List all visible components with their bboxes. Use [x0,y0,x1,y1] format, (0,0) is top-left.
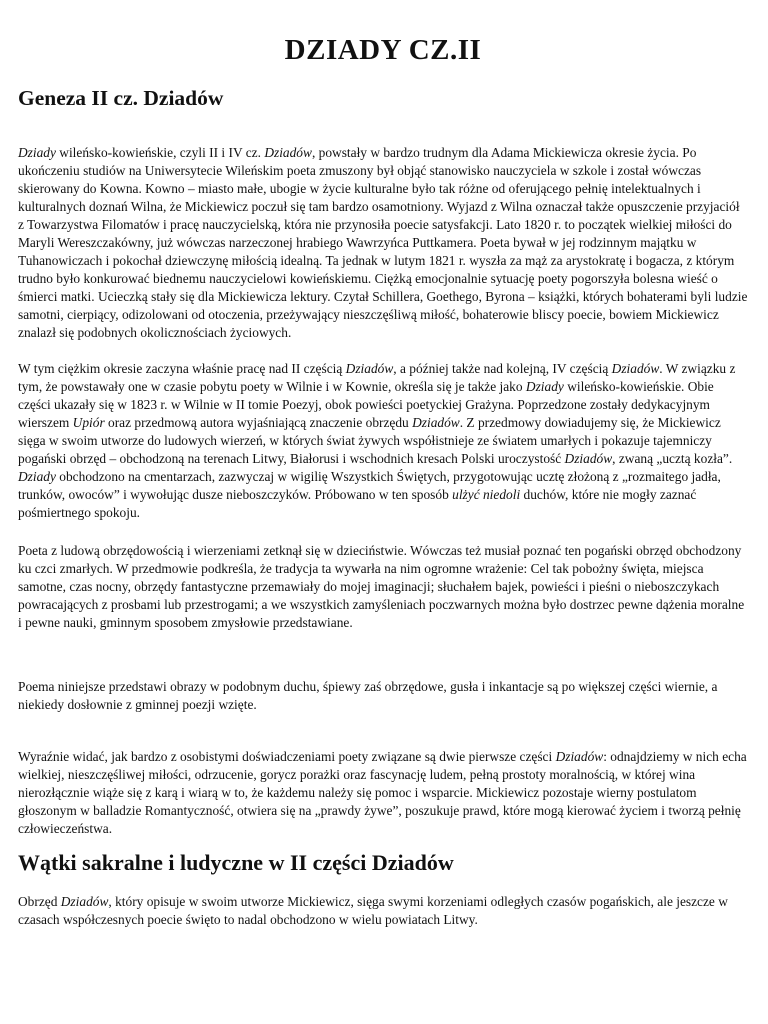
text-run: W tym ciężkim okresie zaczyna właśnie pracę nad II częścią [18,361,346,376]
italic-text-run: Dziadów [264,145,312,160]
text-run: oraz przedmową autora wyjaśniającą znaczenie obrzędu [104,415,413,430]
text-run: duchów, które nie mogły zaznać pośmiertnego spokoju. [18,487,697,520]
paragraph-5 [18,748,748,838]
text-run: wileńsko-kowieńskie. Obie części ukazały się w 1823 r. w Wilnie w II tomie Poezyj, obok powieści poetyckiej Grażyna. Poprzedzone zostały dedykacyjnym wierszem [18,379,714,430]
paragraph-4 [18,678,748,714]
document-title: DZIADY CZ.II [284,34,482,66]
text-run: Poeta z ludową obrzędowością i wierzeniami zetknął się w dzieciństwie. Wówczas też musiał poznać ten pogański obrzęd obchodzony ku czci zmarłych. W przedmowie podkreśla, że tradycja ta wywarła na nim ogromne wrażenie: Cel tak pobożny święta, miejsca samotne, czas nocny, obrzędy fantastyczne przemawiały do mojej imaginacji; słuchałem bajek, powieści i pieśni o nieboszczykach powracających z prosbami lub przestrogami; a we wszystkich zamyśleniach poczwarnych można było dostrzec pewne dążenia moralne i pewne nauki, gminnym sposobem zmysłowie przedstawiane. [18,543,745,630]
text-run: Poema niniejsze przedstawi obrazy w podobnym duchu, śpiewy zaś obrzędowe, gusła i inkantacje są po większej części wiernie, a niekiedy dosłownie z gminnej poezji wzięte. [18,679,718,712]
italic-text-run: ulżyć niedoli [452,487,521,502]
paragraph-2 [18,360,748,522]
italic-text-run: Dziadów [60,894,109,909]
text-run: Obrzęd [18,894,61,909]
paragraph-3 [18,542,748,632]
text-run: , zwaną „ucztą kozła”. [612,451,733,466]
italic-text-run: Upiór [72,415,105,430]
italic-text-run: Dziady [525,379,564,394]
text-run: , który opisuje w swoim utworze Mickiewicz, sięga swymi korzeniami odległych czasów pogańskich, ale jeszcze w czasach współczesnych poecie święto to nadal obchodzono w wielu powiatach Litwy. [18,894,728,927]
text-run: , a później także nad kolejną, IV częścią [393,361,612,376]
paragraph-6 [18,893,748,929]
italic-text-run: Dziadów [412,415,460,430]
text-run: wileńsko-kowieńskie, czyli II i IV cz. [55,145,265,160]
italic-text-run: Dziady [18,145,56,160]
italic-text-run: Dziadów [555,749,604,764]
text-run: . W związku z tym, że powstawały one w czasie pobytu poety w Wilnie i w Kownie, określa się je także jako [18,361,736,394]
text-run: . Z przedmowy dowiadujemy się, że Mickiewicz sięga w swoim utworze do ludowych wierzeń, w których świat żywych współistnieje ze światem umarłych i pokazuje tajemniczy pogański obrzęd – obchodzoną na terenach Litwy, Białorusi i wschodnich kresach Polski uroczystość [18,415,721,466]
italic-text-run: Dziadów [345,361,394,376]
text-run: , powstały w bardzo trudnym dla Adama Mickiewicza okresie życia. Po ukończeniu studiów na Uniwersytecie Wileńskim poeta zmuszony był objąć stanowisko nauczyciela w szkole i został wówczas skierowany do Kowna. Kowno – miasto małe, ubogie w życie kulturalne było tak różne od oferującego pełnię intelektualnych i kulturalnych doznań Wilna, że Mickiewicz poczuł się tam bardzo osamotniony. Wyjazd z Wilna oznaczał także opuszczenie przyjaciół z Towarzystwa Filomatów i pracę nauczycielską, która nie przynosiła poecie satysfakcji. Lato 1820 r. to początek wielkiej miłości do Maryli Wereszczakówny, już wówczas narzeczonej hrabiego Wawrzyńca Puttkamera. Poeta bywał w jej rodzinnym majątku w Tuhanowiczach i pokochał dziewczynę miłością idealną. Ta jednak w lutym 1821 r. wyszła za mąż za arystokratę i bogacza, z którym trudno było konkurować biednemu nauczycielowi kowieńskiemu. Ciężką emocjonalnie sytuację poety pogorszyła bolesna wieść o śmierci matki. Ucieczką stały się dla Mickiewicza lektury. Czytał Schillera, Goethego, Byrona – książki, których bohaterami byli ludzie samotni, cierpiący, odizolowani od otoczenia, przeżywający nieszczęśliwą miłość, bohaterowie bliscy poecie, bowiem Mickiewicz znalazł się podobnych okolicznościach życiowych. [18,145,748,340]
section-heading-geneza: Geneza II cz. Dziadów [18,86,224,110]
italic-text-run: Dziadów [611,361,660,376]
text-run: obchodzono na cmentarzach, zazwyczaj w wigilię Wszystkich Świętych, przygotowując ucztę złożoną z „rozmaitego jadła, trunków, owoców” i wywołując dusze nieboszczyków. Próbowano w ten sposób [18,469,721,502]
paragraph-1 [18,144,748,342]
text-run: Wyraźnie widać, jak bardzo z osobistymi doświadczeniami poety związane są dwie pierwsze części [18,749,556,764]
italic-text-run: Dziadów [564,451,613,466]
text-run: : odnajdziemy w nich echa wielkiej, nieszczęśliwej miłości, odrzucenie, gorycz porażki oraz fascynację ludem, pełną prostoty moralnością, w której wina nierozłącznie wiąże się z karą i wiarą w to, że każdemu należy się pomoc i wsparcie. Mickiewicz pozostaje wierny postulatom głoszonym w balladzie Romantyczność, otwiera się na „prawdy żywe”, poszukuje prawd, które mogą kierować życiem i tworzą pełnię człowieczeństwa. [18,749,747,836]
section-heading-watki: Wątki sakralne i ludyczne w II części Dziadów [18,850,454,875]
italic-text-run: Dziady [18,469,56,484]
